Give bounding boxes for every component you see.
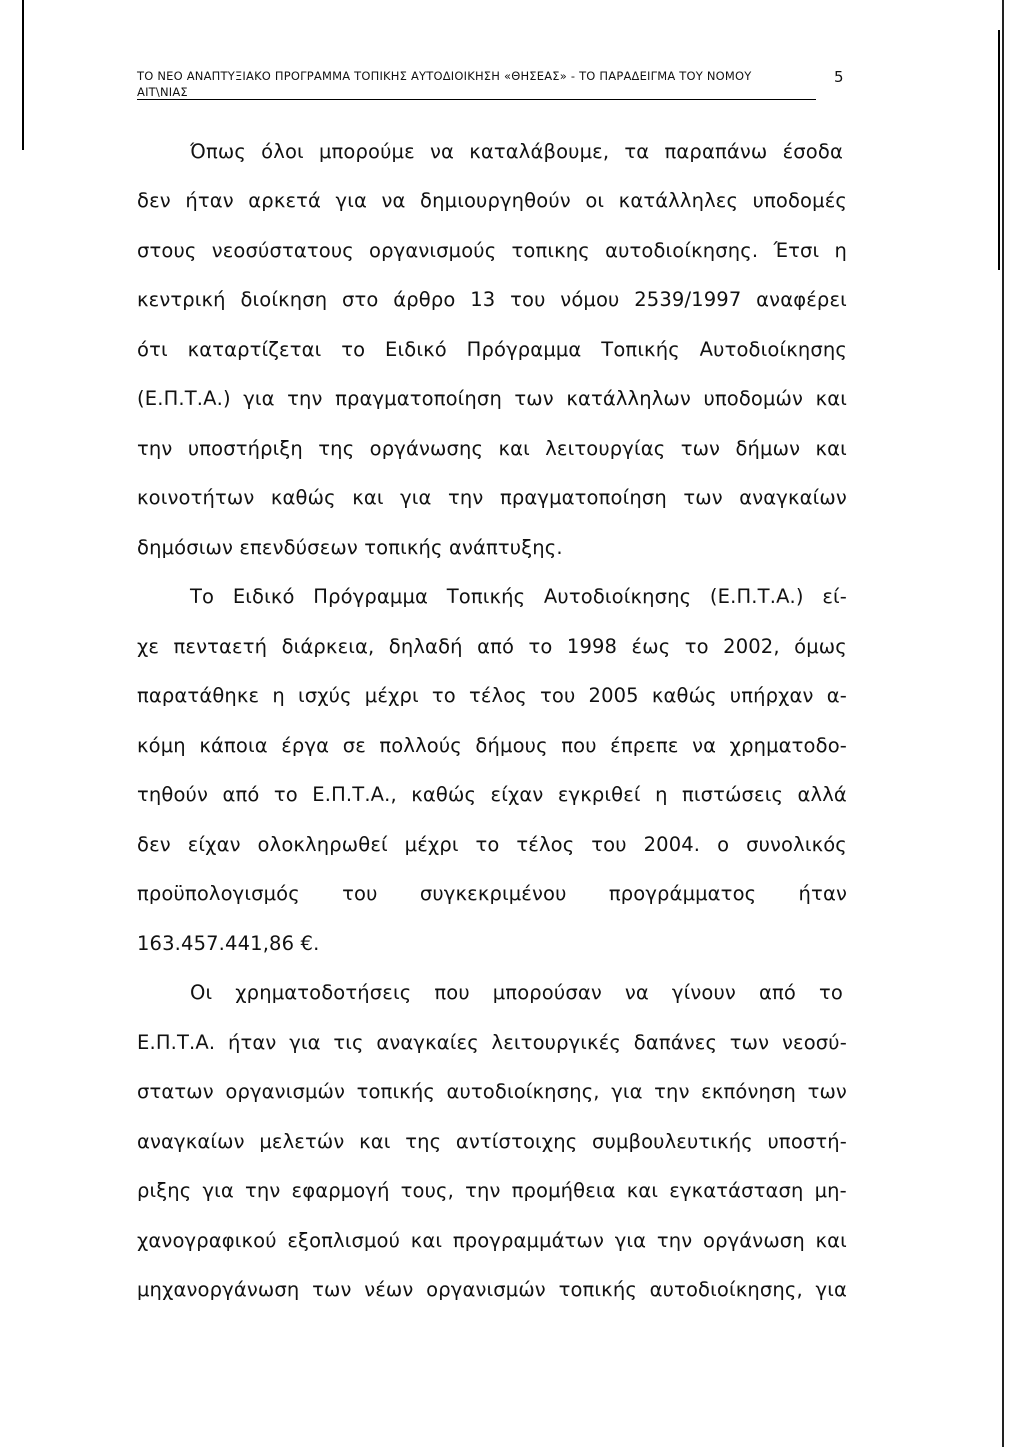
text-line: δεν είχαν ολοκληρωθεί μέχρι το τέλος του 2004. ο συνολικός — [137, 833, 847, 856]
running-header — [137, 68, 837, 100]
text-line: Ε.Π.Τ.Α. ήταν για τις αναγκαίες λειτουργικές δαπάνες των νεοσύ- — [137, 1031, 847, 1054]
scan-border-right-inner — [998, 30, 1000, 270]
text-line: στους νεοσύστατους οργανισμούς τοπικης αυτοδιοίκησης. Έτσι η — [137, 239, 847, 262]
text-line: μηχανοργάνωση των νέων οργανισμών τοπικής αυτοδιοίκησης, για — [137, 1278, 847, 1301]
text-line: δεν ήταν αρκετά για να δημιουργηθούν οι κατάλληλες υποδομές — [137, 189, 847, 212]
scan-border-right — [1002, 0, 1004, 1447]
text-line: κοινοτήτων καθώς και για την πραγματοποίηση των αναγκαίων — [137, 486, 847, 509]
text-line: χε πενταετή διάρκεια, δηλαδή από το 1998 έως το 2002, όμως — [137, 635, 847, 658]
text-line: Όπως όλοι μπορούμε να καταλάβουμε, τα παραπάνω έσοδα — [190, 140, 843, 163]
text-line: Οι χρηματοδοτήσεις που μπορούσαν να γίνουν από το — [190, 981, 843, 1004]
text-line: ριξης για την εφαρμογή τους, την προμήθεια και εγκατάσταση μη- — [137, 1179, 847, 1202]
text-line: χανογραφικού εξοπλισμού και προγραμμάτων για την οργάνωση και — [137, 1229, 847, 1252]
text-line: κεντρική διοίκηση στο άρθρο 13 του νόμου 2539/1997 αναφέρει — [137, 288, 847, 311]
text-line: 163.457.441,86 €. — [137, 932, 320, 955]
text-line: κόμη κάποια έργα σε πολλούς δήμους που έπρεπε να χρηματοδο- — [137, 734, 847, 757]
text-line: αναγκαίων μελετών και της αντίστοιχης συμβουλευτικής υποστή- — [137, 1130, 847, 1153]
header-divider — [137, 99, 816, 100]
text-line: δημόσιων επενδύσεων τοπικής ανάπτυξης. — [137, 536, 563, 559]
text-line: προϋπολογισμός του συγκεκριμένου προγράμματος ήταν — [137, 882, 847, 905]
header-title-line-1: ΤΟ ΝΕΟ ΑΝΑΠΤΥΞΙΑΚΟ ΠΡΟΓΡΑΜΜΑ ΤΟΠΙΚΗΣ ΑΥΤΟΔΙΟΙΚΗΣΗ «ΘΗΣΕΑΣ» - ΤΟ ΠΑΡΑΔΕΙΓΜΑ ΤΟΥ ΝΟΜΟΥ — [137, 69, 752, 83]
text-line: στατων οργανισμών τοπικής αυτοδιοίκησης, για την εκπόνηση των — [137, 1080, 847, 1103]
scan-border-left — [22, 0, 24, 150]
text-line: Το Ειδικό Πρόγραμμα Τοπικής Αυτοδιοίκησης (Ε.Π.Τ.Α.) εί- — [190, 585, 847, 608]
text-line: παρατάθηκε η ισχύς μέχρι το τέλος του 2005 καθώς υπήρχαν α- — [137, 684, 847, 707]
text-line: την υποστήριξη της οργάνωσης και λειτουργίας των δήμων και — [137, 437, 847, 460]
page-number: 5 — [834, 68, 844, 86]
text-line: τηθούν από το Ε.Π.Τ.Α., καθώς είχαν εγκριθεί η πιστώσεις αλλά — [137, 783, 847, 806]
text-line: (Ε.Π.Τ.Α.) για την πραγματοποίηση των κατάλληλων υποδομών και — [137, 387, 847, 410]
text-line: ότι καταρτίζεται το Ειδικό Πρόγραμμα Τοπικής Αυτοδιοίκησης — [137, 338, 847, 361]
header-title-line-2: ΑΙΤ\ΝΙΑΣ — [137, 85, 188, 99]
